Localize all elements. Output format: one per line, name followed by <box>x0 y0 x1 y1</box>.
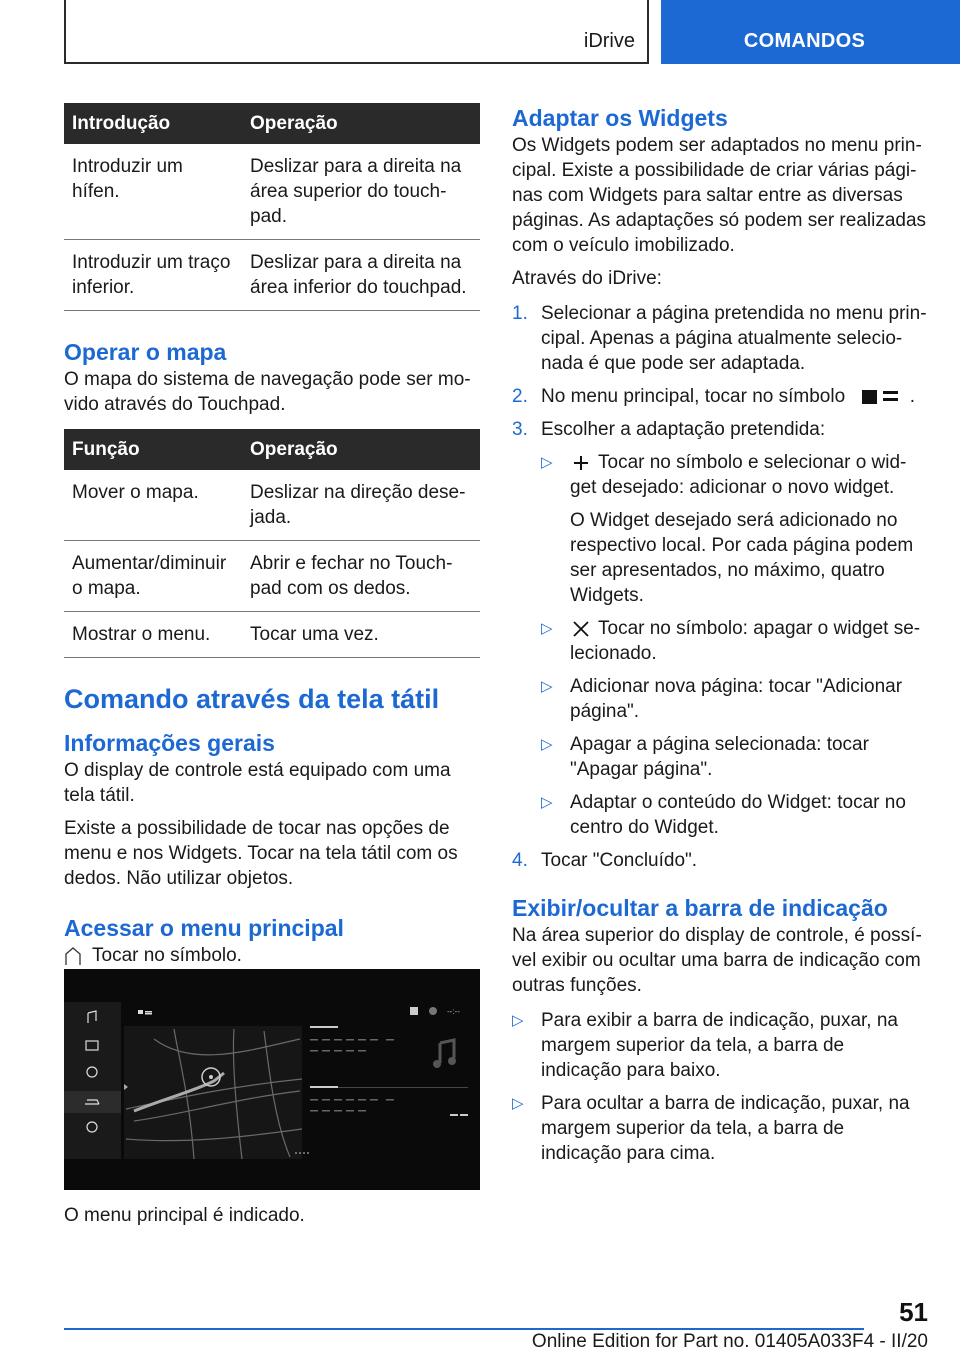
widget-menu-icon <box>856 387 904 407</box>
widgets-p2: Através do iDrive: <box>512 268 662 289</box>
table-row <box>64 144 480 240</box>
touch-heading: Comando através da tela tátil <box>64 684 440 714</box>
option-text: Adicionar nova página: tocar "Adicionar página". <box>570 676 903 722</box>
table-row <box>64 541 480 612</box>
svg-text:--:--: --:-- <box>447 1007 460 1016</box>
step-number: 2. <box>512 386 528 407</box>
table-header: Operação <box>242 429 480 470</box>
table-header: Função <box>64 429 242 470</box>
table-header: Introdução <box>64 103 242 144</box>
statusbar-p1: Na área superior do display de controle, é possí-vel exibir ou ocultar uma barra de indicação com outras funções. <box>512 925 922 996</box>
table-cell: Introduzir um hífen. <box>64 144 242 240</box>
step-suffix: . <box>909 386 915 407</box>
header-chapter-tab <box>661 0 960 64</box>
touch-p1: O display de controle está equipado com uma tela tátil. <box>64 760 451 806</box>
step-number: 3. <box>512 419 528 440</box>
map-table <box>64 429 480 658</box>
list-item <box>512 301 928 376</box>
option-text: Adaptar o conteúdo do Widget: tocar no centro do Widget. <box>570 792 906 838</box>
right-column <box>512 103 928 1166</box>
table-cell: Mover o mapa. <box>64 470 242 541</box>
home-icon <box>64 946 82 966</box>
input-table <box>64 103 480 311</box>
statusbar-item-text: Para ocultar a barra de indicação, puxar, na margem superior da tela, a barra de indicação para cima. <box>541 1093 910 1164</box>
table-cell: Deslizar na direção dese-jada. <box>242 470 480 541</box>
list-item <box>541 450 928 608</box>
table-header: Operação <box>242 103 480 144</box>
list-item <box>541 732 928 782</box>
triangle-bullet-icon: ▷ <box>541 678 553 695</box>
header-chapter: COMANDOS <box>743 30 866 52</box>
touch-p2: Existe a possibilidade de tocar nas opções de menu e nos Widgets. Tocar na tela tátil com os dedos. Não utilizar objetos. <box>64 818 458 889</box>
step-text: Tocar "Concluído". <box>541 850 698 871</box>
menu-step <box>64 943 480 968</box>
step-text: Selecionar a página pretendida no menu prin-cipal. Apenas a página atualmente selecio-nada é que pode ser adaptada. <box>541 303 927 374</box>
page-number: 51 <box>899 1297 928 1327</box>
triangle-bullet-icon: ▷ <box>541 736 553 753</box>
option-text: Tocar no símbolo e selecionar o wid-get desejado: adicionar o novo widget. <box>570 452 907 498</box>
triangle-bullet-icon: ▷ <box>541 620 553 637</box>
table-cell: Abrir e fechar no Touch-pad com os dedos. <box>242 541 480 612</box>
main-menu-image <box>64 969 480 1190</box>
table-cell: Deslizar para a direita na área superior do touch-pad. <box>242 144 480 240</box>
option-note: O Widget desejado será adicionado no respectivo local. Por cada página podem ser apresentados, no máximo, quatro Widgets. <box>570 510 914 606</box>
table-cell: Deslizar para a direita na área inferior do touchpad. <box>242 240 480 311</box>
list-item <box>512 1091 928 1166</box>
list-item <box>512 1008 928 1083</box>
statusbar-heading: Exibir/ocultar a barra de indicação <box>512 895 888 921</box>
header-section-box <box>64 0 649 64</box>
statusbar-list <box>512 1008 928 1166</box>
list-item <box>512 417 928 840</box>
option-text: Tocar no símbolo: apagar o widget se-lecionado. <box>570 618 921 664</box>
list-item <box>541 674 928 724</box>
triangle-bullet-icon: ▷ <box>541 794 553 811</box>
step-text: No menu principal, tocar no símbolo <box>541 386 846 407</box>
edition-note: Online Edition for Part no. 01405A033F4 - II/20 <box>531 1331 928 1352</box>
table-row <box>64 240 480 311</box>
menu-step-text: Tocar no símbolo. <box>92 945 242 966</box>
widgets-p1: Os Widgets podem ser adaptados no menu prin-cipal. Existe a possibilidade de criar várias pági-nas com Widgets para saltar entre as diversas páginas. As adaptações só podem ser realizadas com o veículo imobilizado. <box>512 135 927 256</box>
close-icon <box>570 619 592 639</box>
footer-rule <box>64 1328 864 1330</box>
left-column <box>64 103 480 968</box>
table-cell: Aumentar/diminuir o mapa. <box>64 541 242 612</box>
map-heading: Operar o mapa <box>64 339 227 365</box>
main-menu-screenshot <box>64 969 480 1190</box>
info-heading: Informações gerais <box>64 730 275 756</box>
statusbar-item-text: Para exibir a barra de indicação, puxar, na margem superior da tela, a barra de indicação para baixo. <box>541 1010 898 1081</box>
map-intro: O mapa do sistema de navegação pode ser mo-vido através do Touchpad. <box>64 369 471 415</box>
step-number: 1. <box>512 303 528 324</box>
triangle-bullet-icon: ▷ <box>541 454 553 471</box>
table-row <box>64 612 480 658</box>
list-item <box>541 616 928 666</box>
step-text: Escolher a adaptação pretendida: <box>541 419 826 440</box>
step-number: 4. <box>512 850 528 871</box>
plus-icon <box>570 453 592 473</box>
widgets-heading: Adaptar os Widgets <box>512 105 728 131</box>
adaptation-options <box>541 450 928 840</box>
menu-heading: Acessar o menu principal <box>64 915 344 941</box>
table-row <box>64 470 480 541</box>
list-item <box>512 384 928 409</box>
menu-caption: O menu principal é indicado. <box>64 1205 305 1226</box>
widgets-steps <box>512 301 928 873</box>
table-cell: Tocar uma vez. <box>242 612 480 658</box>
table-cell: Introduzir um traço inferior. <box>64 240 242 311</box>
list-item <box>512 848 928 873</box>
table-cell: Mostrar o menu. <box>64 612 242 658</box>
triangle-bullet-icon: ▷ <box>512 1012 524 1029</box>
header-section: iDrive <box>583 30 635 52</box>
option-text: Apagar a página selecionada: tocar "Apagar página". <box>570 734 869 780</box>
list-item <box>541 790 928 840</box>
triangle-bullet-icon: ▷ <box>512 1095 524 1112</box>
